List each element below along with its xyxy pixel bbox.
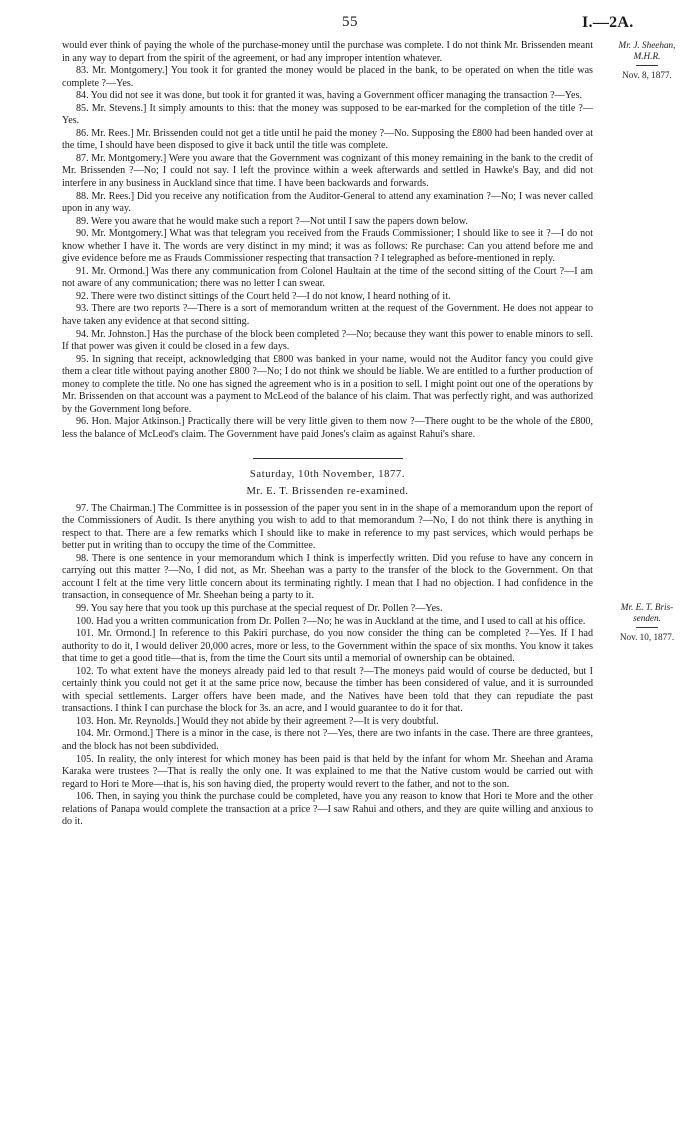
margin-divider <box>636 627 658 628</box>
margin-witness-name: Mr. E. T. Bris- <box>620 602 674 612</box>
margin-date: Nov. 10, 1877. <box>619 632 675 642</box>
section-divider <box>253 458 403 459</box>
question-103: 103. Hon. Mr. Reynolds.] Would they not abide by their agreement ?—It is very doubtful. <box>76 715 439 727</box>
paragraph-continued: would ever think of paying the whole of the purchase-money until the purchase was complete. I do not think Mr. Brissenden meant in any way to depart from the spirit of the agreement, or had any improper intention whatever. <box>62 40 593 64</box>
question-106: 106. Then, in saying you think the purchase could be completed, have you any reason to know that Hori te More and the other relations of Panapa would complete the transaction at a price ?—I saw Rahui and others, and they are quite willing and anxious to do it. <box>62 791 593 828</box>
margin-note-brissenden <box>604 602 690 643</box>
question-90: 90. Mr. Montgomery.] What was that telegram you received from the Frauds Commissioner; I should like to see it ?—I do not know whether I have it. The words are very distinct in my mind; it was as follows: Re purchase: Can you attend before me and give evidence before me as Frauds Commissioner respecting that transaction ? I telegraphed as before-mentioned in reply. <box>62 228 593 265</box>
question-93: 93. There are two reports ?—There is a sort of memorandum written at the request of the Government. He does not appear to have taken any evidence at that second sitting. <box>62 303 593 328</box>
question-94: 94. Mr. Johnston.] Has the purchase of the block been completed ?—No; because they want this power to enable minors to sell. If that power was given it could be closed in a few days. <box>62 328 593 353</box>
question-83: 83. Mr. Montgomery.] You took it for granted the money would be placed in the bank, to be operated on when the title was complete ?—Yes. <box>62 65 593 89</box>
question-91: 91. Mr. Ormond.] Was there any communication from Colonel Haultain at the time of the second sitting of the Court ?—I am not aware of any communication; there was no letter I can swear. <box>62 265 593 290</box>
question-100: 100. Had you a written communication from Dr. Pollen ?—No; he was in Auckland at the time, and I used to call at his office. <box>76 615 586 627</box>
question-104: 104. Mr. Ormond.] There is a minor in the case, is there not ?—Yes, there are two infants in the case. There are three grantees, and the block has not been subdivided. <box>62 728 593 752</box>
margin-witness-name: Mr. J. Sheehan, <box>618 40 676 50</box>
question-89: 89. Were you aware that he would make such a report ?—Not until I saw the papers down below. <box>76 215 468 227</box>
question-101: 101. Mr. Ormond.] In reference to this Pakiri purchase, do you now consider the thing can be completed ?—Yes. If I had authority to do it, I would deliver 20,000 acres, more or less, to the Government within the space of six months. You know it takes that time to get a good title—that is, from the time the Court sits until a memorial of ownership can be obtained. <box>62 628 593 665</box>
witness-heading: Mr. E. T. Brissenden re-examined. <box>246 486 409 498</box>
page-number: 55 <box>342 14 358 30</box>
paper-identifier: I.—2A. <box>582 14 634 31</box>
question-86: 86. Mr. Rees.] Mr. Brissenden could not get a title until he paid the money ?—No. Supposing the £800 had been handed over at the time, I should have been disposed to give it back until the title was complete. <box>62 127 593 152</box>
question-98: 98. There is one sentence in your memorandum which I think is imperfectly written. Did you refuse to have any concern in carrying out this matter ?—No, I did not, as Mr. Sheehan was a party to the transfer of the block to the Government. On that account I felt at the time very little concern about its terminating rightly. I mean that I had no objection. I had confidence in the transaction, in consequence of Mr. Sheehan being a party to it. <box>62 552 593 602</box>
question-105: 105. In reality, the only interest for which money has been paid is that held by the infant for whom Mr. Sheehan and Arama Karaka were trustees ?—That is really the only one. It was explained to me that the Native custom would be carried out with regard to Hori te More—that is, his son having died, the property would revert to the father, and not to the son. <box>62 753 593 790</box>
margin-divider <box>636 65 658 66</box>
question-97: 97. The Chairman.] The Committee is in possession of the paper you sent in in the shape of a memorandum upon the report of the Commissioners of Audit. Is there anything you wish to add to that memorandum ?—No, I do not think there is anything in respect to that. There are a few remarks which I should like to make in reference to my past services, which would perhaps be better put in writing than to occupy the time of the Committee. <box>62 502 593 552</box>
question-84: 84. You did not see it was done, but took it for granted it was, having a Government officer managing the transaction ?—Yes. <box>76 90 582 102</box>
date-heading: Saturday, 10th November, 1877. <box>249 468 406 480</box>
question-85: 85. Mr. Stevens.] It simply amounts to this: that the money was supposed to be ear-marked for the completion of the title ?—Yes. <box>62 102 593 127</box>
question-102: 102. To what extent have the moneys already paid led to that result ?—The moneys paid would of course be deducted, but I certainly think you could not get it at the same price now, because the timber has been considered of value, and it is surrounded with special settlements. Larger offers have been made, and the Natives have been told that they can repudiate the past transactions. I think I can purchase the block for 3s. an acre, and I would guarantee to do it for that. <box>62 665 593 715</box>
margin-date: Nov. 8, 1877. <box>622 70 672 80</box>
margin-witness-title: M.H.R. <box>633 51 661 61</box>
question-95: 95. In signing that receipt, acknowledging that £800 was banked in your name, would not the Auditor fancy you could give them a clear title without paying another £800 ?—No; I do not think we should be liable. We are entitled to a further production of money to complete the title. No one has signed the agreement who is in a position to sell. I might point out one of the operations by Mr. Brissenden on that account was a payment to McLeod of the balance of his claim. That was perfectly right, and was authorized by the Government long before. <box>62 353 593 415</box>
question-96: 96. Hon. Major Atkinson.] Practically there will be very little given to them now ?—There ought to be the whole of the £800, less the balance of McLeod's claim. The Government have paid Jones's claim as against Rahui's share. <box>62 416 593 440</box>
margin-note-sheehan <box>604 40 690 81</box>
margin-witness-title: senden. <box>633 613 661 623</box>
question-87: 87. Mr. Montgomery.] Were you aware that the Government was cognizant of this money remaining in the bank to the credit of Mr. Brissenden ?—No; I could not say. I left the province within a week afterwards and settled in Hawke's Bay, and did not interfere in any business in Auckland since that time. I have been backwards and forwards. <box>62 152 593 190</box>
question-92: 92. There were two distinct sittings of the Court held ?—I do not know, I heard nothing of it. <box>76 290 451 302</box>
document-body <box>62 40 593 829</box>
question-88: 88. Mr. Rees.] Did you receive any notification from the Auditor-General to attend any examination ?—No; I was never called upon in any way. <box>62 190 593 215</box>
question-99: 99. You say here that you took up this purchase at the special request of Dr. Pollen ?—Yes. <box>76 602 443 614</box>
